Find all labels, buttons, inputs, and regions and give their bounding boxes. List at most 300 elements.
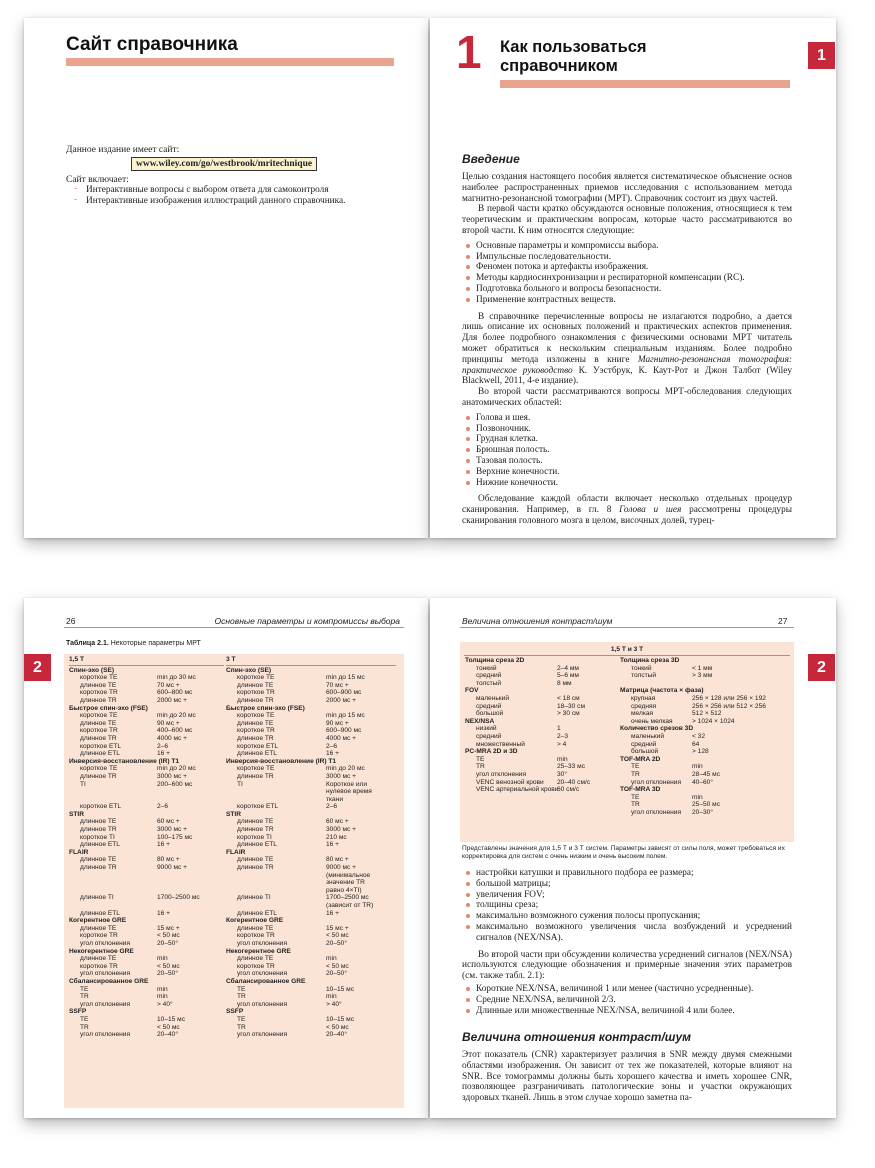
table-value: < 1 мм <box>692 664 713 672</box>
table-row <box>226 750 396 758</box>
list-item: настройки катушки и правильного подбора ее размера; <box>462 868 792 879</box>
table-value: min <box>157 985 168 993</box>
book-title: Магнитно-резонансная томография: практическое руководство <box>462 354 792 376</box>
table-param: угол отклонения <box>631 808 682 816</box>
table-row <box>69 1031 224 1039</box>
table-value: 1700–2500 мс <box>157 894 200 902</box>
table-param: средний <box>631 740 657 748</box>
table-section <box>69 948 224 956</box>
table-value: 200–600 мс <box>157 780 193 788</box>
table-value: > 30 см <box>557 710 580 718</box>
table-row <box>226 940 396 948</box>
table-param: короткое TR <box>80 932 118 940</box>
table-row <box>620 741 792 749</box>
table-row <box>226 834 396 842</box>
table-value: 60 мс + <box>157 818 180 826</box>
list-item: Голова и шея. <box>462 413 792 424</box>
table-value: min до 20 мс <box>326 765 365 773</box>
table-param: короткое TR <box>237 962 275 970</box>
table-value: 4000 мс + <box>326 734 357 742</box>
site-url[interactable]: www.wiley.com/go/westbrook/mritechnique <box>131 157 317 171</box>
table-param: угол отклонения <box>237 970 288 978</box>
table-param: TR <box>237 993 246 1001</box>
table-param: короткое ETL <box>237 742 279 750</box>
table-param: короткое TR <box>237 727 275 735</box>
table-param: низкий <box>476 725 497 733</box>
table-value: 3000 мс + <box>326 826 357 834</box>
table-row <box>69 826 224 834</box>
table-row <box>69 970 224 978</box>
table-value: 8 мм <box>557 679 572 687</box>
table-row <box>226 841 396 849</box>
table-row <box>69 712 224 720</box>
table-param: VENC артериальной крови <box>476 786 559 794</box>
table-row <box>69 1024 224 1032</box>
text-run: К. Уэстбрук, К. Каут-Рот и Джон Талбот (Wiley Blackwell, 2011, 4-е издание). <box>462 365 792 387</box>
table-section-label: SSFP <box>69 1008 87 1016</box>
table-section-label: Толщина среза 3D <box>620 657 680 664</box>
table-value: > 128 <box>692 748 709 756</box>
chapter-tab[interactable]: 2 <box>808 654 835 681</box>
table-value: < 32 <box>692 732 706 740</box>
list-item: Средние NEX/NSA, величиной 2/3. <box>462 995 792 1006</box>
table-value: 1 <box>557 725 561 733</box>
table-value: min <box>692 763 703 771</box>
page-number: 27 <box>778 616 788 626</box>
table-value: 100–175 мс <box>157 833 193 841</box>
table-section-label: FLAIR <box>226 848 246 856</box>
resolution-table <box>460 642 794 842</box>
table-param: длинное ETL <box>237 750 277 758</box>
table-row <box>226 720 396 728</box>
table-param: длинное TE <box>237 719 274 727</box>
table-value: 2–6 <box>326 803 338 811</box>
table-row <box>620 672 792 680</box>
table-param: длинное TE <box>80 681 117 689</box>
page-how-to-use <box>430 18 836 538</box>
table-section <box>69 978 224 986</box>
table-row <box>226 712 396 720</box>
table-param: TE <box>631 793 640 801</box>
table-row <box>226 727 396 735</box>
table-value: 18–30 см <box>557 702 585 710</box>
table-row <box>226 735 396 743</box>
table-value: 15 мс + <box>326 924 349 932</box>
section-heading: Величина отношения контраст/шум <box>462 1030 691 1044</box>
table-param: длинное TE <box>80 955 117 963</box>
table-value: 25–33 мс <box>557 763 585 771</box>
table-row <box>226 781 396 804</box>
table-param: длинное TE <box>80 818 117 826</box>
header-rule <box>64 627 404 628</box>
table-spacer <box>69 788 224 803</box>
table-section-label: NEX/NSA <box>465 717 495 725</box>
table-row <box>69 1001 224 1009</box>
table-section-label: Инверсия-восстановление (IR) Т1 <box>69 757 180 765</box>
table-row <box>465 733 620 741</box>
table-param: длинное TR <box>80 772 117 780</box>
table-value: 20–40° <box>326 1031 347 1039</box>
table-param: длинное TE <box>80 719 117 727</box>
table-header <box>226 656 396 667</box>
table-section <box>620 756 792 764</box>
table-row <box>226 963 396 971</box>
table-value: < 50 мс <box>157 932 180 940</box>
table-row <box>226 864 396 894</box>
paragraph: В первой части кратко обсуждаются основные положения, относящиеся к тем теоретическим и практическим вопросам, которые часто рассматриваются во второй части. К ним относятся следующие: <box>462 204 792 236</box>
table-param: угол отклонения <box>631 778 682 786</box>
table-value: 400–600 мс <box>157 727 193 735</box>
table-param: короткое TI <box>80 833 115 841</box>
table-param: толстый <box>476 679 502 687</box>
table-param: TR <box>631 801 640 809</box>
table-row <box>226 765 396 773</box>
table-column-left <box>465 657 620 794</box>
table-param: средняя <box>631 702 657 710</box>
table-row <box>226 826 396 834</box>
table-value: 20–50° <box>326 939 347 947</box>
table-param: длинное TR <box>80 826 117 834</box>
list-item: Феномен потока и артефакты изображения. <box>462 262 792 273</box>
table-value: 30° <box>557 770 567 778</box>
table-value: 256 × 128 или 256 × 192 <box>692 694 766 702</box>
mri-params-table <box>64 654 404 1108</box>
table-value: 600–800 мс <box>157 689 193 697</box>
table-section-label: SSFP <box>226 1008 244 1016</box>
table-row <box>69 864 224 872</box>
title-underline <box>66 58 394 66</box>
table-param: длинное TE <box>237 955 274 963</box>
table-row <box>226 894 396 909</box>
table-param: длинное TE <box>80 856 117 864</box>
chapter-tab[interactable]: 1 <box>808 42 835 69</box>
table-value: 20–50° <box>157 970 178 978</box>
table-row <box>69 773 224 781</box>
table-section <box>226 667 396 675</box>
chapter-title-line: Как пользоваться <box>500 38 647 56</box>
running-head: Основные параметры и компромиссы выбора <box>214 616 400 626</box>
table-param: короткое TR <box>237 689 275 697</box>
table-row <box>69 932 224 940</box>
table-row <box>69 743 224 751</box>
table-row <box>465 725 620 733</box>
list-item: большой матрицы; <box>462 879 792 890</box>
table-value: 2–6 <box>326 742 338 750</box>
table-row <box>69 963 224 971</box>
table-row <box>465 680 620 688</box>
table-value: 600–900 мс <box>326 689 362 697</box>
table-note: Представлены значения для 1,5 Т и 3 Т систем. Параметры зависят от силы поля, может требоваться их корректировка для систем с очень низким и очень высоким полем. <box>462 845 785 860</box>
nex-list <box>462 984 792 1016</box>
table-section <box>69 849 224 857</box>
table-param: длинное TI <box>237 894 271 902</box>
table-row <box>69 803 224 811</box>
table-section <box>69 667 224 675</box>
table-value: min до 30 мс <box>157 674 196 682</box>
chapter-tab[interactable]: 2 <box>24 654 51 681</box>
table-value: 16 + <box>157 909 171 917</box>
table-row <box>620 771 792 779</box>
list-item: - Интерактивные изображения иллюстраций данного справочника. <box>66 196 345 207</box>
table-row <box>69 781 224 789</box>
table-row <box>69 856 224 864</box>
table-row <box>620 695 792 703</box>
table-value: min <box>326 955 337 963</box>
list-item: Методы кардиосинхронизации и респираторной компенсации (RC). <box>462 273 792 284</box>
table-value: min <box>557 755 568 763</box>
page-26 <box>24 598 428 1118</box>
table-param: толстый <box>631 672 657 680</box>
table-caption <box>66 640 201 647</box>
table-row <box>226 925 396 933</box>
table-section <box>226 948 396 956</box>
table-value: 3000 мс + <box>326 772 357 780</box>
snr-list <box>462 868 792 944</box>
table-section-label: Спин-эхо (SE) <box>69 666 115 674</box>
title-underline <box>500 80 790 88</box>
table-row <box>69 894 224 902</box>
table-param: средний <box>476 732 502 740</box>
list-item: Подготовка больного и вопросы безопасности. <box>462 284 792 295</box>
page-title: Сайт справочника <box>66 34 238 55</box>
table-row <box>69 727 224 735</box>
table-row <box>620 733 792 741</box>
table-value: 16 + <box>157 750 171 758</box>
table-section-label: FLAIR <box>69 848 89 856</box>
table-section-label: Быстрое спин-эхо (FSE) <box>226 704 305 712</box>
table-value: 9000 мс + <box>157 864 188 872</box>
table-value: 2–4 мм <box>557 664 579 672</box>
table-section-label: 3 Т <box>226 656 396 666</box>
table-value: 2–6 <box>157 742 169 750</box>
table-param: маленький <box>476 694 510 702</box>
table-section-label: Спин-эхо (SE) <box>226 666 272 674</box>
caption-label: Таблица 2.1. <box>66 640 109 647</box>
table-section <box>226 849 396 857</box>
table-section-label: Количество срезов 3D <box>620 725 694 733</box>
table-section <box>620 725 792 733</box>
table-value: 60 мс + <box>326 818 349 826</box>
table-section <box>69 811 224 819</box>
table-param: длинное TE <box>237 856 274 864</box>
table-row <box>69 750 224 758</box>
table-row <box>69 697 224 705</box>
table-section <box>226 978 396 986</box>
table-param: короткое TE <box>237 712 275 720</box>
body-text <box>462 868 792 1016</box>
table-param: тонкий <box>476 664 497 672</box>
table-row <box>226 803 396 811</box>
table-param: TR <box>80 993 89 1001</box>
list-item: Основные параметры и компромиссы выбора. <box>462 241 792 252</box>
table-param: короткое TE <box>237 765 275 773</box>
table-value: 16 + <box>326 841 340 849</box>
table-row <box>226 856 396 864</box>
table-value: > 4 <box>557 740 567 748</box>
table-param: TR <box>631 770 640 778</box>
table-section-label: Сбалансированное GRE <box>226 977 306 985</box>
table-row <box>226 986 396 994</box>
table-param: угол отклонения <box>80 939 131 947</box>
includes-list <box>66 185 345 206</box>
text-run: В справочнике перечисленные вопросы не излагаются подробно, а дается лишь описание их основных положений и практических аспектов применения. Для более подробного ознакомления с физическими основами МРТ читатель может обратиться к нескольким специальным изданиям. Более подробно принципы метода изложены в книге <box>462 311 792 365</box>
table-value: < 50 мс <box>157 962 180 970</box>
table-row <box>69 925 224 933</box>
table-value: 80 мс + <box>157 856 180 864</box>
table-param: короткое TR <box>80 689 118 697</box>
table-param: TI <box>80 780 86 788</box>
table-row <box>465 786 620 794</box>
header-rule <box>460 627 794 628</box>
table-value: min <box>692 793 703 801</box>
site-label: Данное издание имеет сайт: <box>66 145 180 155</box>
table-param: короткое TR <box>80 962 118 970</box>
list-item: Тазовая полость. <box>462 456 792 467</box>
table-spacer <box>69 872 224 895</box>
table-section <box>226 917 396 925</box>
table-row <box>69 834 224 842</box>
table-param: длинное TR <box>237 864 274 872</box>
table-param: короткое TE <box>80 674 118 682</box>
table-param: короткое TI <box>237 833 272 841</box>
table-value: 15 мс + <box>157 924 180 932</box>
list-item: Грудная клетка. <box>462 434 792 445</box>
table-param: очень мелкая <box>631 717 673 725</box>
table-value: 512 × 512 <box>692 710 722 718</box>
table-value: > 40° <box>157 1000 173 1008</box>
table-param: длинное ETL <box>80 841 120 849</box>
running-head: Величина отношения контраст/шум <box>462 616 613 626</box>
table-row <box>620 779 792 787</box>
table-value: 16 + <box>326 909 340 917</box>
table-value: min <box>326 993 337 1001</box>
table-row <box>620 801 792 809</box>
table-param: угол отклонения <box>476 770 527 778</box>
table-section <box>69 917 224 925</box>
table-param: длинное TR <box>80 864 117 872</box>
table-value: < 50 мс <box>326 932 349 940</box>
table-column-right <box>620 657 792 816</box>
caption-text: Некоторые параметры МРТ <box>108 640 201 647</box>
table-row <box>226 993 396 1001</box>
table-value: min до 20 мс <box>157 765 196 773</box>
table-param: длинное ETL <box>237 909 277 917</box>
table-param: длинное TR <box>237 696 274 704</box>
table-value: 60 см/с <box>557 786 580 794</box>
table-param: длинное TE <box>80 924 117 932</box>
table-row <box>620 763 792 771</box>
table-value: 20–50° <box>157 939 178 947</box>
table-value: 10–15 мс <box>326 985 354 993</box>
list-item: увеличения FOV; <box>462 890 792 901</box>
list-item: Короткие NEX/NSA, величиной 1 или менее (частично усредненные). <box>462 984 792 995</box>
table-param: TE <box>237 985 246 993</box>
table-section <box>620 786 792 794</box>
table-param: средний <box>476 672 502 680</box>
table-param: длинное TE <box>237 681 274 689</box>
table-value: 2000 мс + <box>326 696 357 704</box>
table-value: 9000 мс + (минимальное значение TR равно 4×TI) <box>326 864 371 894</box>
table-value: 10–15 мс <box>326 1015 354 1023</box>
table-row <box>226 910 396 918</box>
topics-list <box>462 241 792 306</box>
table-param: угол отклонения <box>237 939 288 947</box>
table-row <box>69 955 224 963</box>
table-row <box>620 794 792 802</box>
table-row <box>226 743 396 751</box>
table-value: 70 мс + <box>157 681 180 689</box>
table-param: средний <box>476 702 502 710</box>
includes-label: Сайт включает: <box>66 175 129 185</box>
table-value: 25–50 мс <box>692 801 720 809</box>
table-param: большой <box>631 748 659 756</box>
table-row <box>226 689 396 697</box>
table-row <box>620 718 792 726</box>
table-value: 256 × 256 или 512 × 256 <box>692 702 766 710</box>
chapter-title <box>500 38 647 76</box>
chapter-number: 1 <box>456 26 482 78</box>
table-section <box>465 657 620 665</box>
table-section-label: Когерентное GRE <box>69 917 127 925</box>
table-param: длинное TE <box>237 818 274 826</box>
table-value: > 3 мм <box>692 672 713 680</box>
table-row <box>465 710 620 718</box>
table-param: длинное ETL <box>80 909 120 917</box>
table-value: 3000 мс + <box>157 772 188 780</box>
table-param: длинное TI <box>80 894 114 902</box>
table-section-label: 1,5 Т <box>69 656 224 666</box>
table-param: длинное TR <box>237 826 274 834</box>
table-param: TR <box>80 1023 89 1031</box>
table-row <box>226 955 396 963</box>
table-value: 3000 мс + <box>157 826 188 834</box>
table-row <box>226 818 396 826</box>
table-row <box>69 765 224 773</box>
table-param: тонкий <box>631 664 652 672</box>
table-param: TR <box>476 763 485 771</box>
table-param: большой <box>476 710 504 718</box>
table-row <box>226 1031 396 1039</box>
table-param: короткое TE <box>80 712 118 720</box>
table-value: 20–40° <box>157 1031 178 1039</box>
list-item: максимально возможного увеличения числа возбуждений и усреднений сигналов (NEX/NSA). <box>462 922 792 944</box>
body-text <box>462 172 792 527</box>
list-item: максимально возможного сужения полосы пропускания; <box>462 911 792 922</box>
table-value: 70 мс + <box>326 681 349 689</box>
table-param: короткое ETL <box>80 742 122 750</box>
table-row <box>226 697 396 705</box>
table-value: 40–60° <box>692 778 713 786</box>
table-row <box>69 689 224 697</box>
table-section <box>226 705 396 713</box>
table-section <box>69 758 224 766</box>
table-value: min <box>157 955 168 963</box>
table-param: короткое TR <box>237 932 275 940</box>
table-param: угол отклонения <box>237 1031 288 1039</box>
list-item: толщины среза; <box>462 900 792 911</box>
table-row <box>69 1016 224 1024</box>
table-param: TR <box>237 1023 246 1031</box>
table-section <box>69 1008 224 1016</box>
table-row <box>226 682 396 690</box>
table-value: 28–45 мс <box>692 770 720 778</box>
table-column-3t <box>226 656 396 1039</box>
table-value: 600–900 мс <box>326 727 362 735</box>
table-param: TE <box>80 985 89 993</box>
table-section-label: FOV <box>465 687 479 695</box>
table-section-label: Быстрое спин-эхо (FSE) <box>69 704 148 712</box>
table-section-label: TOF-MRA 3D <box>620 786 661 794</box>
